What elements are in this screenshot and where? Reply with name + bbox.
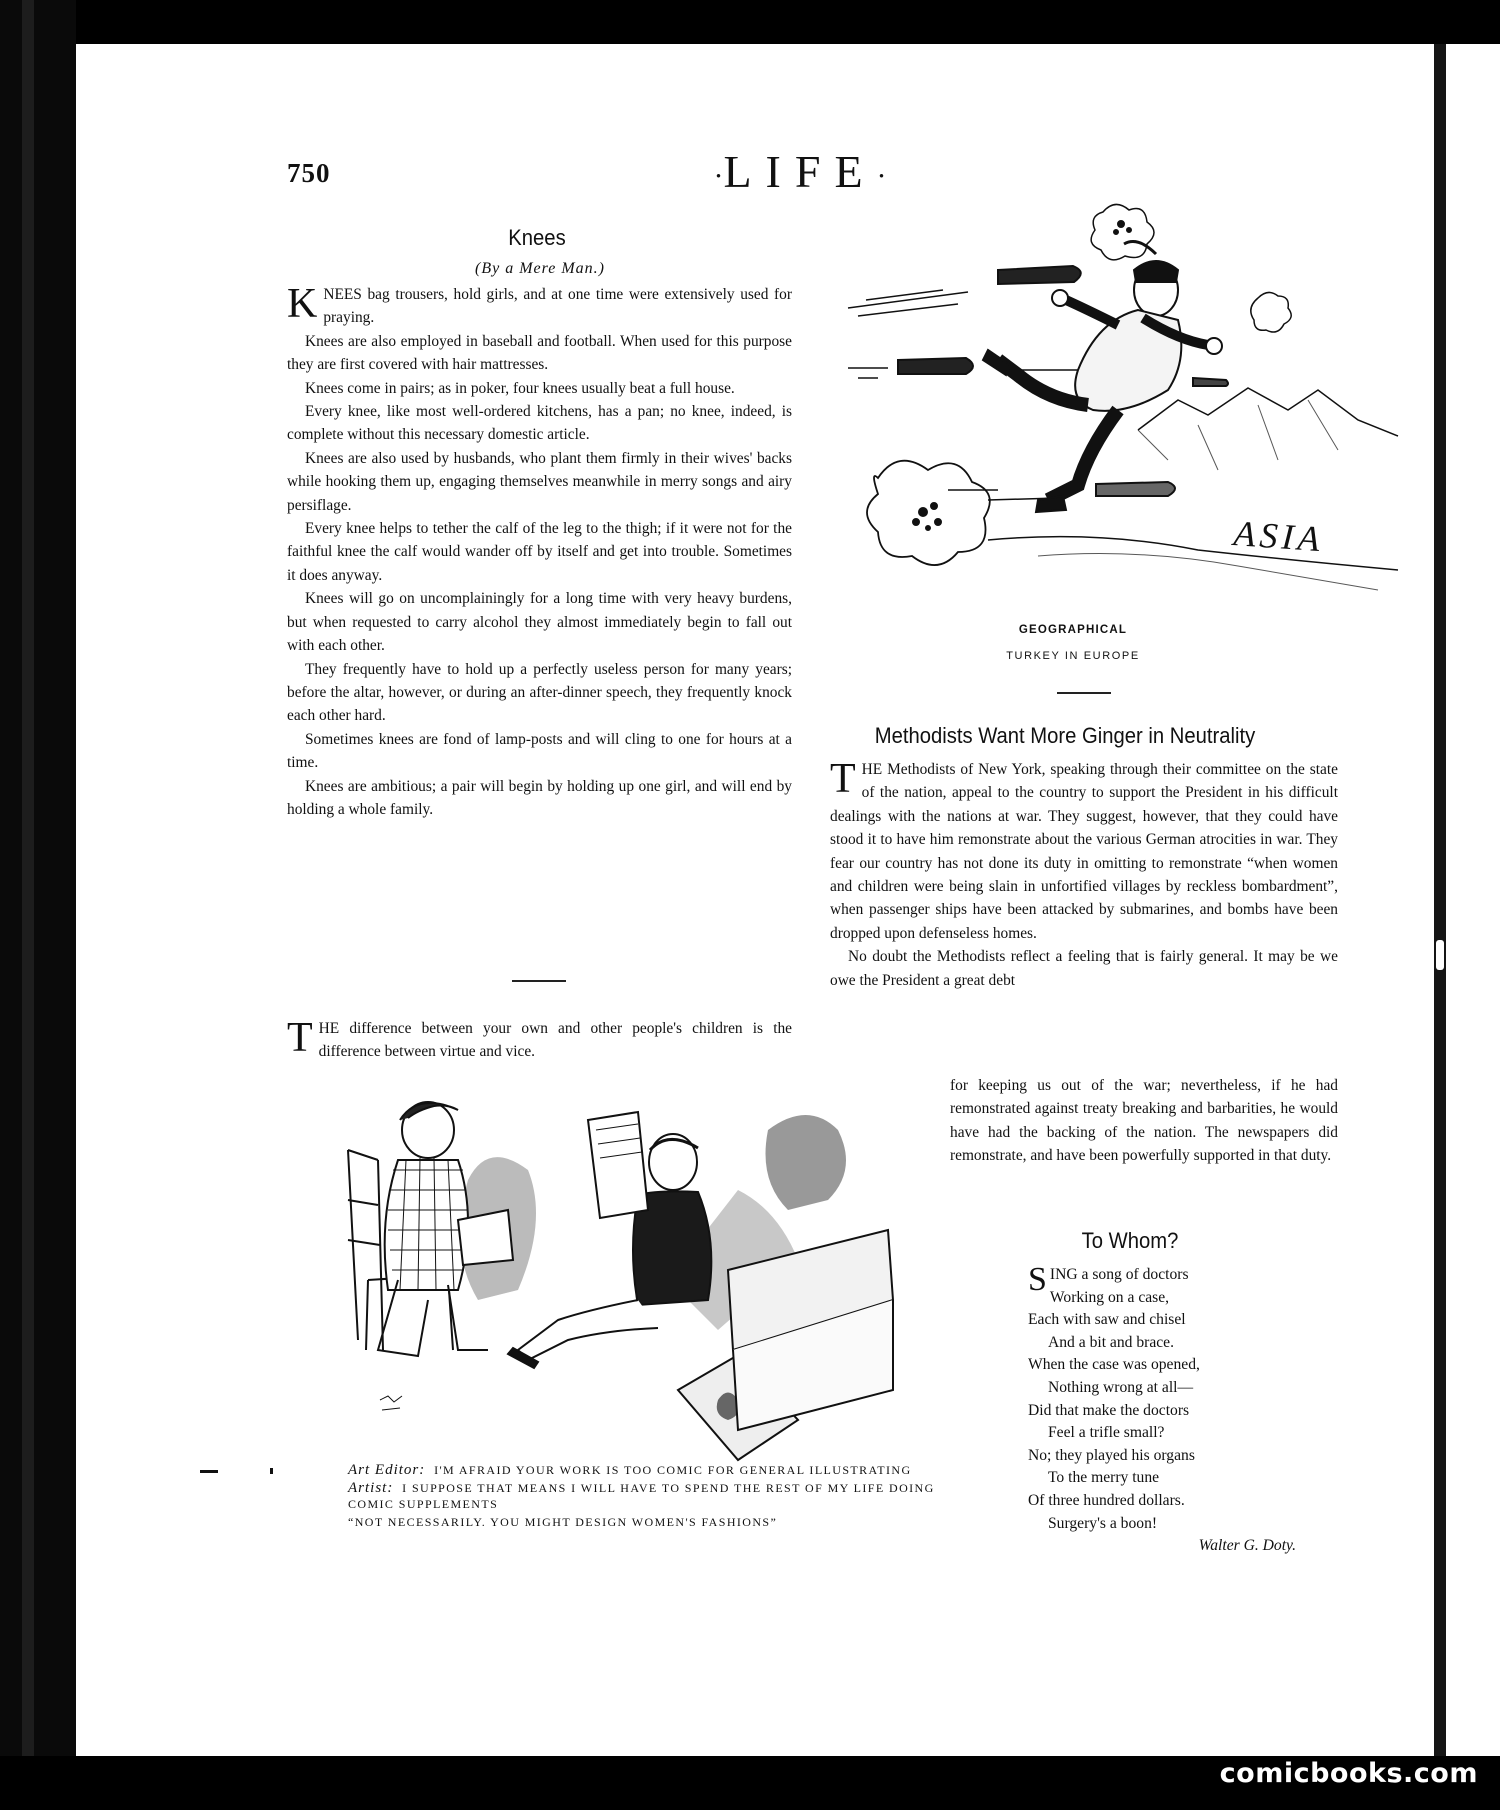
caption-line-1: I'M AFRAID YOUR WORK IS TOO COMIC FOR GENERAL ILLUSTRATING	[434, 1463, 912, 1477]
knees-body	[287, 283, 792, 821]
methodists-paragraph-1: THE Methodists of New York, speaking through their committee on the state of the nation, appeal to the country to support the President in his difficult dealings with the nations at war. They suggest, however, that they could have stood it to have him remonstrate about the various German atrocities in war. They fear our country has not done its duty in omitting to remonstrate “when women and children were being slain in unfortified villages by reckless bombardment”, when passenger ships have been attacked by submarines, and bombs have been dropped upon defenseless homes.	[830, 756, 1338, 942]
knees-title: Knees	[508, 225, 566, 250]
adjacent-page-edge	[1448, 44, 1500, 1756]
section-divider	[512, 980, 566, 982]
geographical-cartoon	[838, 200, 1408, 610]
watermark: comicbooks.com	[1219, 1758, 1478, 1789]
poem-line-9: No; they played his organs	[1028, 1446, 1195, 1464]
methodists-paragraph-2b: for keeping us out of the war; nevertheless, if he had remonstrated against treaty breaking and barbarities, he would have had the backing of the nation. The newspapers did remonstrate, and have been powerfully supported in that duty.	[950, 1077, 1338, 1165]
art-editor-cartoon	[338, 1100, 898, 1470]
difference-dropcap: T	[287, 1015, 313, 1061]
knees-dropcap: K	[287, 281, 318, 327]
poem-line-2: Working on a case,	[1049, 1288, 1170, 1306]
knees-paragraph-1: KNEES bag trousers, hold girls, and at one time were extensively used for praying.	[287, 281, 792, 327]
scan-border-left	[0, 0, 76, 1810]
knees-paragraph-7: Knees will go on uncomplainingly for a long time with very heavy burdens, but when requested to carry alcohol they almost immediately begin to fall out with each other.	[287, 590, 792, 655]
scan-speck	[270, 1468, 273, 1474]
methodists-title: Methodists Want More Ginger in Neutrality	[874, 723, 1256, 748]
knees-byline: (By a Mere Man.)	[474, 260, 606, 277]
scan-speck	[200, 1470, 218, 1473]
poem-line-8: Feel a trifle small?	[1048, 1424, 1165, 1442]
section-divider-right	[1057, 692, 1111, 694]
difference-paragraph: THE difference between your own and other people's children is the difference between virtue and vice.	[287, 1015, 792, 1061]
poem-line-5: When the case was opened,	[1028, 1356, 1200, 1374]
spine-mark	[1436, 940, 1444, 970]
knees-paragraph-2: Knees are also employed in baseball and football. When used for this purpose they are first covered with hair mattresses.	[287, 332, 792, 374]
art-editor-caption	[314, 1462, 954, 1530]
poem-line-3: Each with saw and chisel	[1028, 1311, 1186, 1329]
knees-paragraph-10: Knees are ambitious; a pair will begin by holding up one girl, and will end by holding a whole family.	[287, 777, 792, 818]
knees-paragraph-6: Every knee helps to tether the calf of the leg to the thigh; if it were not for the faithful knee the calf would wander off by itself and get into trouble. Sometimes it does anyway.	[287, 520, 792, 584]
poem-line-10: To the merry tune	[1048, 1469, 1160, 1487]
page-spine	[1434, 44, 1446, 1756]
knees-paragraph-3: Knees come in pairs; as in poker, four knees usually beat a full house.	[305, 379, 735, 397]
knees-paragraph-5: Knees are also used by husbands, who plant them firmly in their wives' backs while hooking them up, engaging themselves meanwhile in merry songs and airy persiflage.	[287, 449, 792, 514]
caption-speaker-art-editor: Art Editor:	[348, 1462, 426, 1478]
geographical-caption-subtitle: TURKEY IN EUROPE	[1006, 650, 1140, 662]
poem-line-11: Of three hundred dollars.	[1028, 1491, 1185, 1509]
asia-map-label: ASIA	[1232, 513, 1325, 560]
methodists-paragraph-2a: No doubt the Methodists reflect a feeling that is fairly general. It may be we owe the President a great debt	[830, 948, 1338, 989]
knees-paragraph-8: They frequently have to hold up a perfectly useless person for many years; before the altar, however, or during an after-dinner speech, they frequently knock each other hard.	[287, 660, 792, 725]
methodists-body	[830, 758, 1338, 992]
poem-author: Walter G. Doty.	[1198, 1537, 1296, 1555]
masthead	[690, 145, 910, 198]
poem-dropcap: S	[1028, 1261, 1047, 1298]
geographical-caption-title: GEOGRAPHICAL	[1018, 624, 1128, 636]
knees-paragraph-9: Sometimes knees are fond of lamp-posts and will cling to one for hours at a time.	[287, 730, 792, 772]
poem-line-4: And a bit and brace.	[1048, 1333, 1174, 1351]
poem-body	[1028, 1261, 1298, 1558]
poem-line-6: Nothing wrong at all—	[1048, 1378, 1194, 1396]
caption-line-3: “NOT NECESSARILY. YOU MIGHT DESIGN WOMEN'S FASHIONS”	[348, 1515, 778, 1529]
poem-line-12: Surgery's a boon!	[1048, 1514, 1158, 1532]
poem-line-1: SING a song of doctors	[1028, 1261, 1189, 1298]
methodists-dropcap: T	[830, 756, 856, 802]
masthead-dot-left: ·	[713, 159, 724, 193]
poem-line-7: Did that make the doctors	[1028, 1401, 1190, 1419]
caption-line-2: I SUPPOSE THAT MEANS I WILL HAVE TO SPEND THE REST OF MY LIFE DOING COMIC SUPPLEMENTS	[348, 1481, 935, 1511]
masthead-dot-right: ·	[876, 159, 887, 193]
masthead-title: LIFE	[723, 146, 877, 197]
poem-title: To Whom?	[1081, 1228, 1179, 1253]
knees-paragraph-4: Every knee, like most well-ordered kitchens, has a pan; no knee, indeed, is complete without this necessary domestic article.	[287, 403, 792, 444]
caption-speaker-artist: Artist:	[348, 1480, 394, 1496]
page-number: 750	[287, 158, 331, 188]
